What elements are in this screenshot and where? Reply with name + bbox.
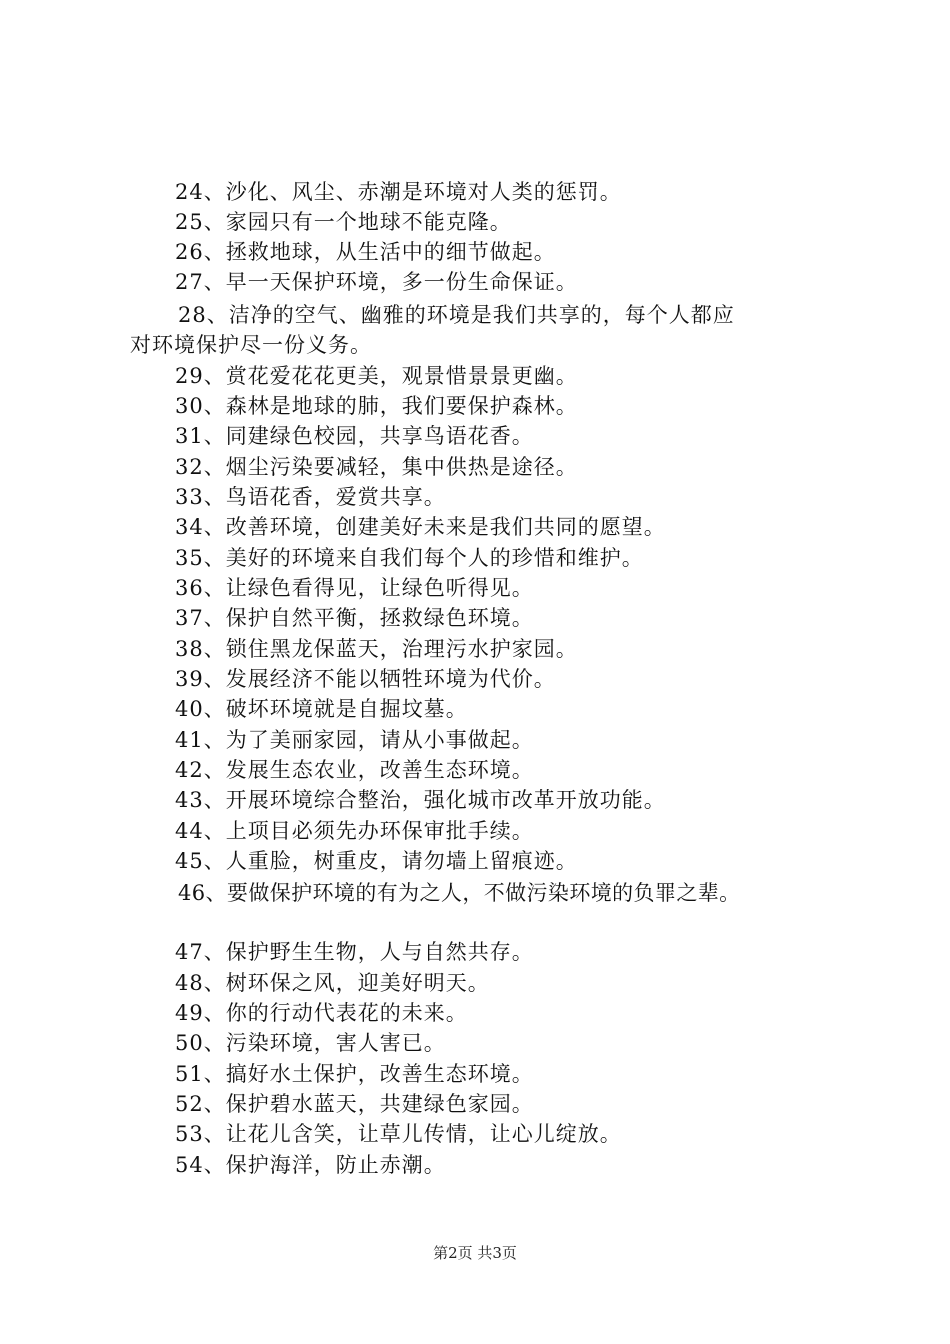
slogan-line-31: 31、同建绿色校园，共享鸟语花香。 [175, 424, 534, 448]
slogan-line-28: 28、洁净的空气、幽雅的环境是我们共享的，每个人都应 [178, 303, 735, 327]
slogan-line-51: 51、搞好水土保护，改善生态环境。 [175, 1062, 534, 1086]
slogan-line-48: 48、树环保之风，迎美好明天。 [175, 971, 490, 995]
slogan-line-35: 35、美好的环境来自我们每个人的珍惜和维护。 [175, 546, 644, 570]
slogan-line-40: 40、破坏环境就是自掘坟墓。 [175, 697, 468, 721]
slogan-line-34: 34、改善环境，创建美好未来是我们共同的愿望。 [175, 515, 666, 539]
slogan-line-42: 42、发展生态农业，改善生态环境。 [175, 758, 534, 782]
slogan-line-24: 24、沙化、风尘、赤潮是环境对人类的惩罚。 [175, 180, 622, 204]
slogan-line-39: 39、发展经济不能以牺牲环境为代价。 [175, 667, 556, 691]
page-number-footer: 第2页 共3页 [433, 1244, 517, 1262]
slogan-line-46: 46、要做保护环境的有为之人，不做污染环境的负罪之辈。 [178, 881, 741, 905]
slogan-line-44: 44、上项目必须先办环保审批手续。 [175, 819, 534, 843]
slogan-line-45: 45、人重脸，树重皮，请勿墙上留痕迹。 [175, 849, 578, 873]
slogan-line-36: 36、让绿色看得见，让绿色听得见。 [175, 576, 534, 600]
slogan-line-54: 54、保护海洋，防止赤潮。 [175, 1153, 446, 1177]
slogan-line-27: 27、早一天保护环境，多一份生命保证。 [175, 270, 578, 294]
slogan-line-25: 25、家园只有一个地球不能克隆。 [175, 210, 512, 234]
slogan-line-47: 47、保护野生生物，人与自然共存。 [175, 940, 534, 964]
slogan-line-30: 30、森林是地球的肺，我们要保护森林。 [175, 394, 578, 418]
slogan-line-49: 49、你的行动代表花的未来。 [175, 1001, 468, 1025]
slogan-line-43: 43、开展环境综合整治，强化城市改革开放功能。 [175, 788, 666, 812]
slogan-line-53: 53、让花儿含笑，让草儿传情，让心儿绽放。 [175, 1122, 622, 1146]
slogan-line-52: 52、保护碧水蓝天，共建绿色家园。 [175, 1092, 534, 1116]
slogan-line-29: 29、赏花爱花花更美，观景惜景景更幽。 [175, 364, 578, 388]
slogan-line-33: 33、鸟语花香，爱赏共享。 [175, 485, 446, 509]
slogan-line-26: 26、拯救地球，从生活中的细节做起。 [175, 240, 556, 264]
slogan-line-41: 41、为了美丽家园，请从小事做起。 [175, 728, 534, 752]
slogan-line-38: 38、锁住黑龙保蓝天，治理污水护家园。 [175, 637, 578, 661]
slogan-line-37: 37、保护自然平衡，拯救绿色环境。 [175, 606, 534, 630]
slogan-line-32: 32、烟尘污染要减轻，集中供热是途径。 [175, 455, 578, 479]
slogan-line-50: 50、污染环境，害人害已。 [175, 1031, 446, 1055]
slogan-line-28-continued: 对环境保护尽一份义务。 [130, 333, 372, 357]
